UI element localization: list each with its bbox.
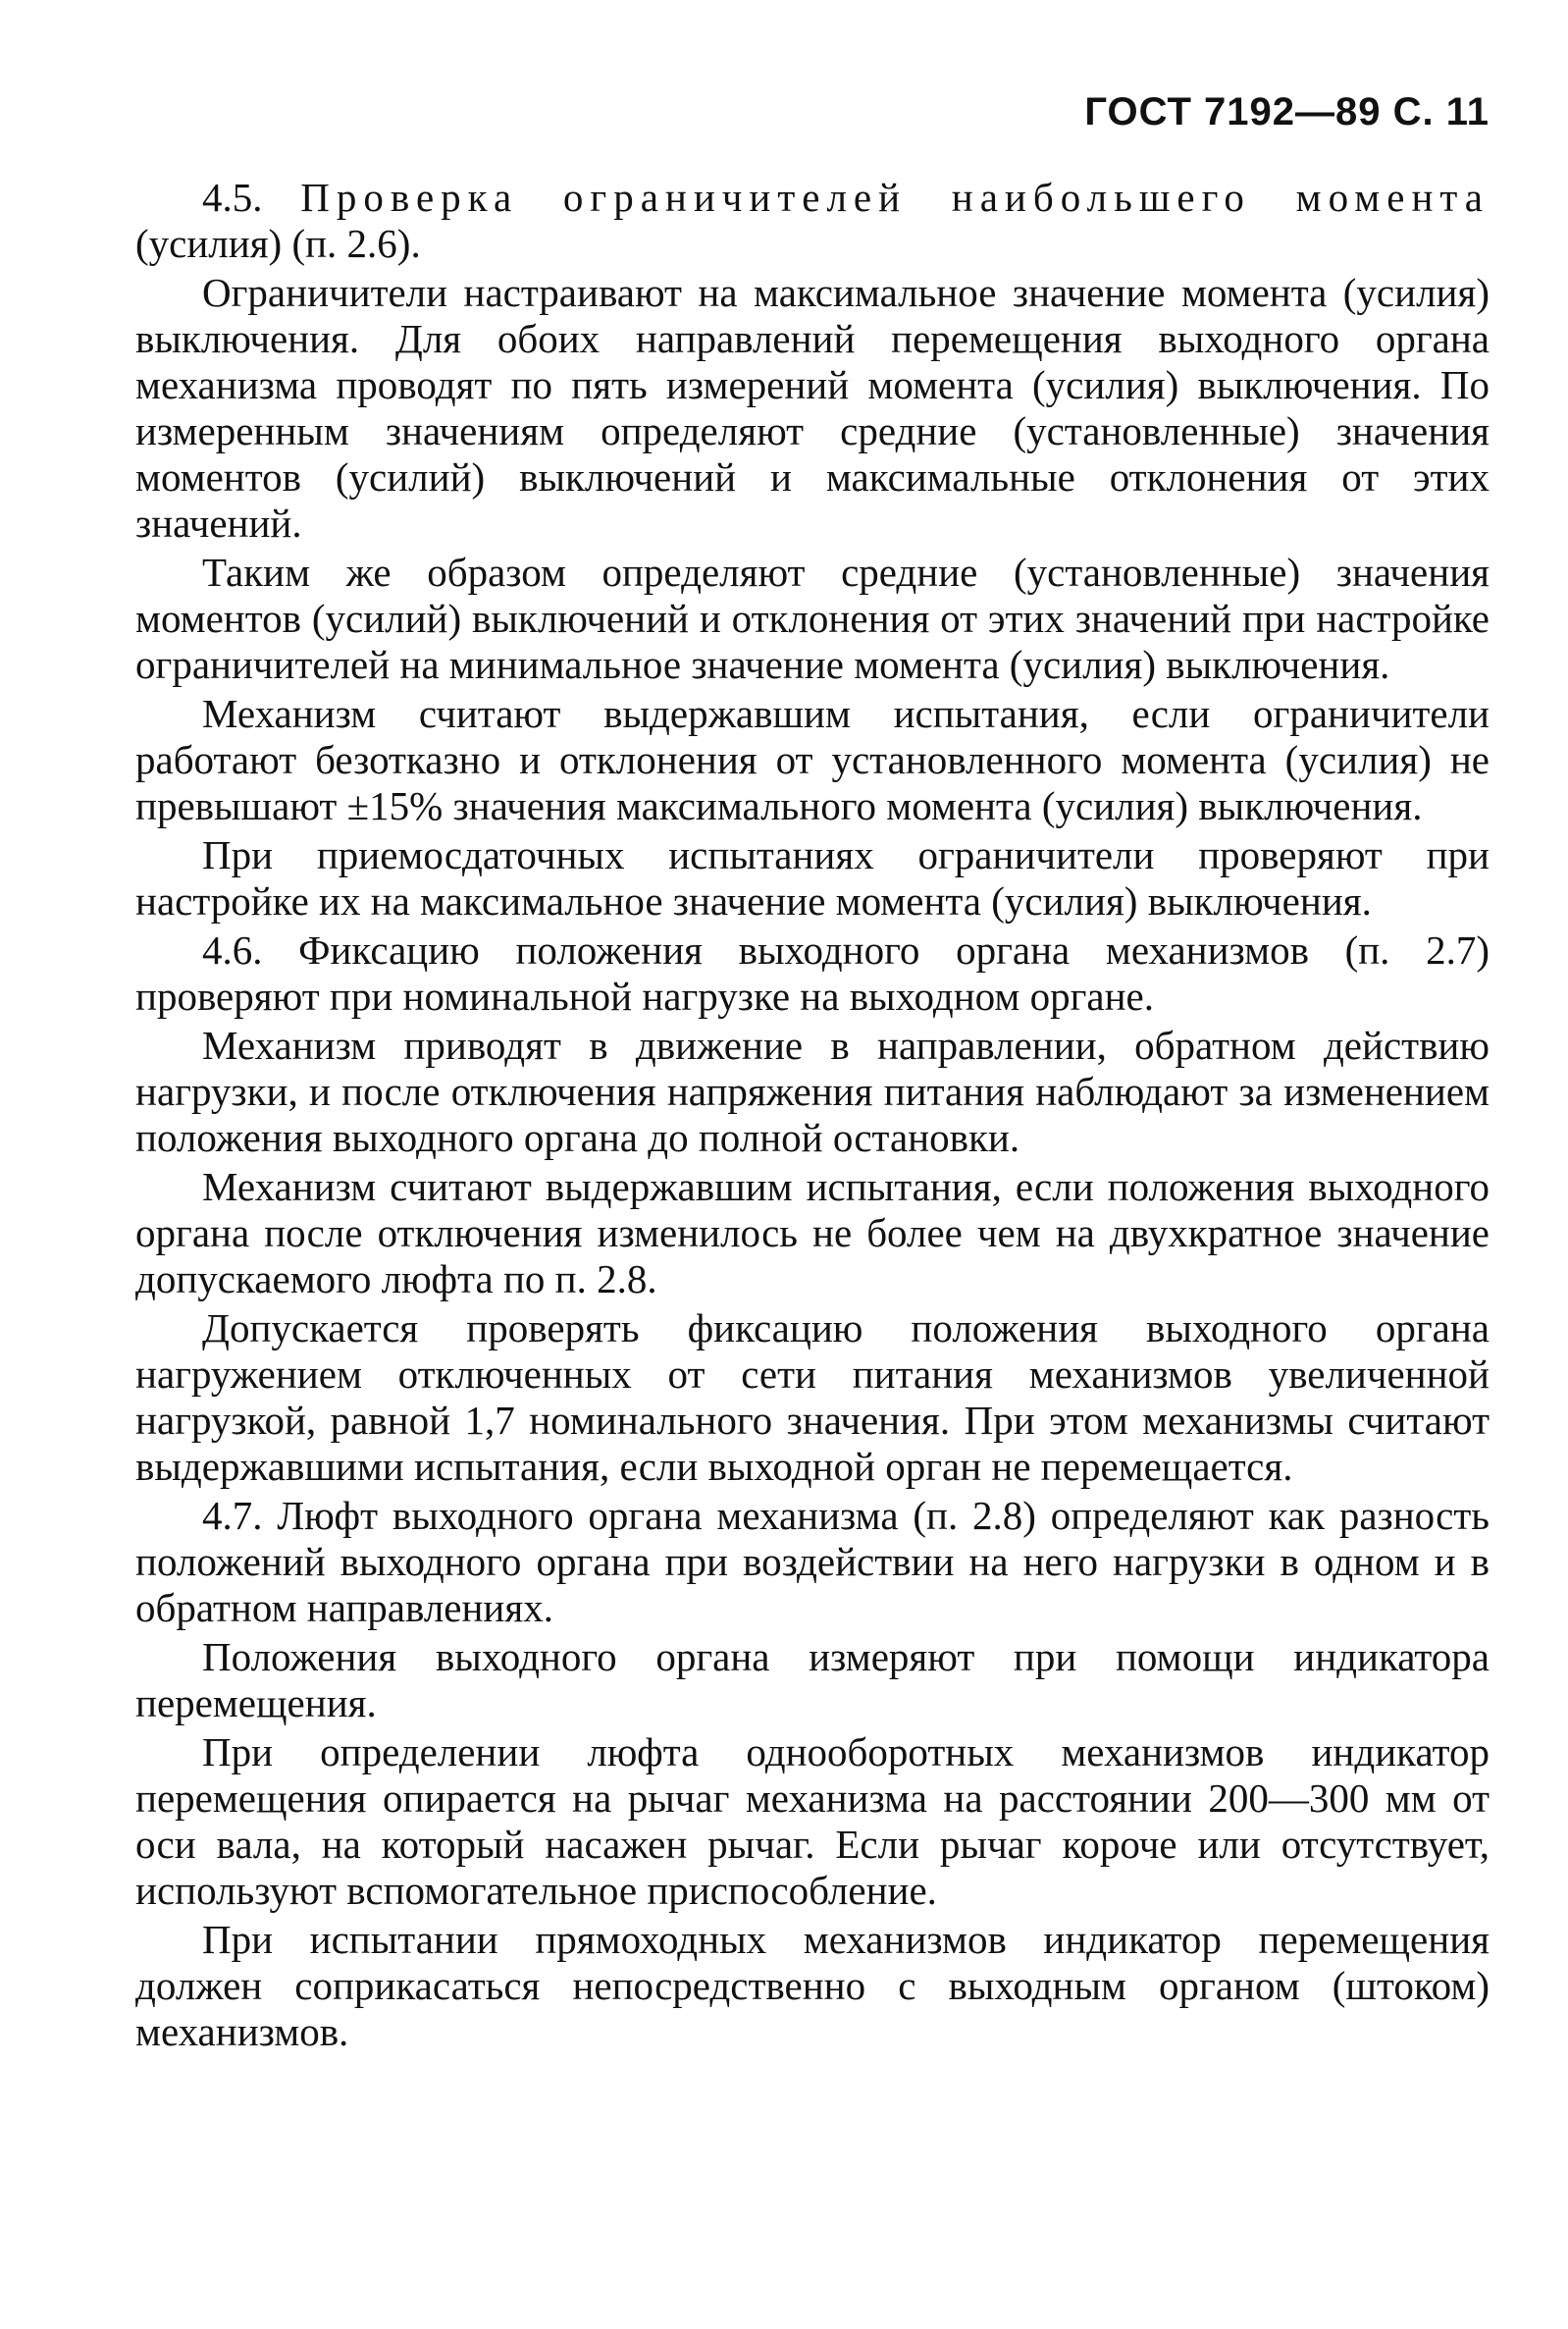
paragraph: Механизм приводят в движение в направлении, обратном действию нагрузки, и после отключения напряжения питания наблюдают за изменением положения выходного органа до полной остановки. [135, 1023, 1490, 1160]
paragraph: Допускается проверять фиксацию положения выходного органа нагружением отключенных от сети питания механизмов увеличенной нагрузкой, равной 1,7 номинального значения. При этом механизмы считают выдержавшими испытания, если выходной орган не перемещается. [135, 1305, 1490, 1489]
paragraph-4-7: 4.7. Люфт выходного органа механизма (п. 2.8) определяют как разность положений выходного органа при воздействии на него нагрузки в одном и в обратном направлениях. [135, 1493, 1490, 1630]
section-heading-ref: (усилия) (п. 2.6). [135, 221, 421, 266]
section-number: 4.5. [202, 175, 263, 220]
paragraph: Положения выходного органа измеряют при помощи индикатора перемещения. [135, 1634, 1490, 1725]
paragraph: При приемосдаточных испытаниях ограничители проверяют при настройке их на максимальное значение момента (усилия) выключения. [135, 832, 1490, 924]
paragraph-4-5-heading [135, 175, 1490, 267]
body-text [135, 175, 1490, 2058]
paragraph: Ограничители настраивают на максимальное значение момента (усилия) выключения. Для обоих направлений перемещения выходного органа механизма проводят по пять измерений момента (усилия) выключения. По измеренным значениям определяют средние (установленные) значения моментов (усилий) выключений и максимальные отклонения от этих значений. [135, 270, 1490, 546]
paragraph: Механизм считают выдержавшим испытания, если положения выходного органа после отключения изменилось не более чем на двухкратное значение допускаемого люфта по п. 2.8. [135, 1164, 1490, 1301]
paragraph: При испытании прямоходных механизмов индикатор перемещения должен соприкасаться непосредственно с выходным органом (штоком) механизмов. [135, 1917, 1490, 2054]
paragraph-4-6: 4.6. Фиксацию положения выходного органа механизмов (п. 2.7) проверяют при номинальной нагрузке на выходном органе. [135, 927, 1490, 1019]
paragraph: Таким же образом определяют средние (установленные) значения моментов (усилий) выключений и отклонения от этих значений при настройке ограничителей на минимальное значение момента (усилия) выключения. [135, 550, 1490, 687]
running-header: ГОСТ 7192—89 С. 11 [1084, 90, 1490, 133]
section-heading: Проверка ограничителей наибольшего момента [300, 175, 1490, 220]
paragraph: Механизм считают выдержавшим испытания, если ограничители работают безотказно и отклонения от установленного момента (усилия) не превышают ±15% значения максимального момента (усилия) выключения. [135, 691, 1490, 828]
paragraph: При определении люфта однооборотных механизмов индикатор перемещения опирается на рычаг механизма на расстоянии 200—300 мм от оси вала, на который насажен рычаг. Если рычаг короче или отсутствует, используют вспомогательное приспособление. [135, 1729, 1490, 1913]
